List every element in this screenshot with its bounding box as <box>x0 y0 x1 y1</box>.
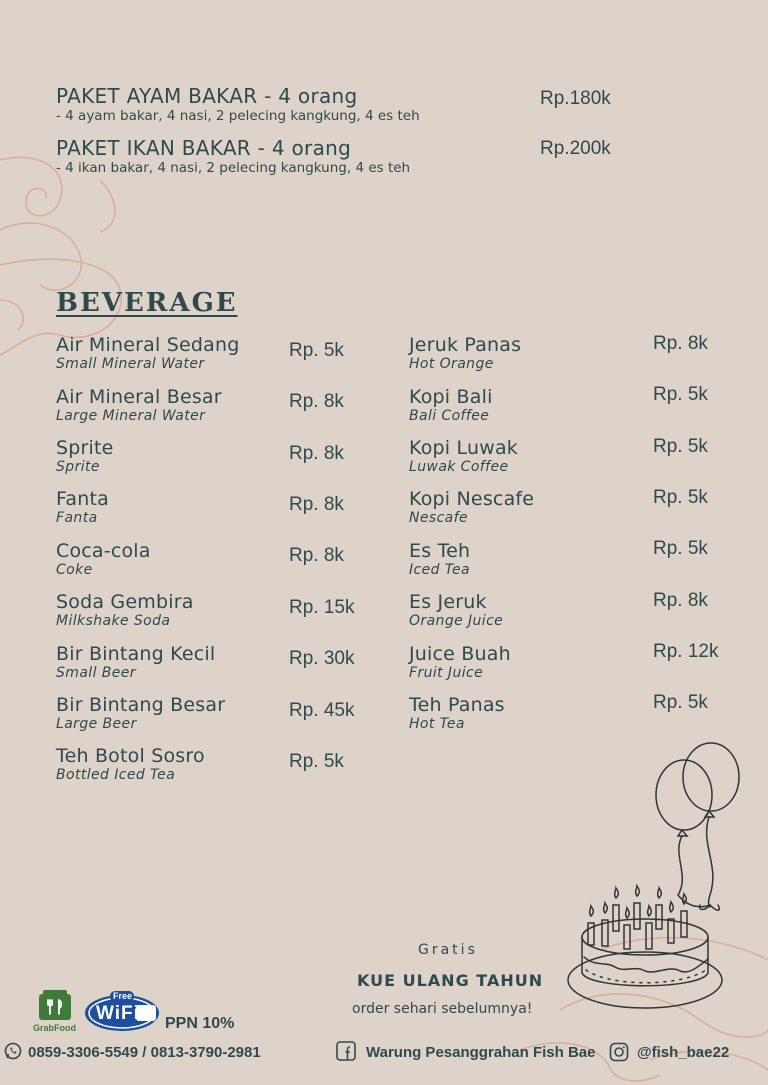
menu-item <box>56 591 194 630</box>
menu-item-subtitle: Bottled Iced Tea <box>56 767 176 783</box>
instagram-handle: @fish_bae22 <box>637 1044 730 1061</box>
menu-item-price: Rp. 5k <box>653 692 708 713</box>
menu-item-name: Jeruk Panas <box>409 334 522 356</box>
menu-item <box>56 386 222 425</box>
menu-item-subtitle: Large Mineral Water <box>56 408 206 424</box>
menu-item-price: Rp. 5k <box>653 538 708 559</box>
menu-item-name: Es Jeruk <box>409 591 487 613</box>
menu-item-subtitle: Orange Juice <box>409 613 504 629</box>
wifi-badge <box>84 990 160 1032</box>
menu-item-name: Kopi Nescafe <box>409 488 535 510</box>
wifi-free-label: Free <box>113 991 133 1001</box>
menu-item-price: Rp. 45k <box>289 700 355 721</box>
menu-item-name: Teh Botol Sosro <box>56 745 205 767</box>
menu-item-price: Rp. 5k <box>289 751 344 772</box>
menu-item-price: Rp. 5k <box>653 436 708 457</box>
menu-item-subtitle: Sprite <box>56 459 100 475</box>
section-title-beverage: BEVERAGE <box>56 288 238 318</box>
menu-item-subtitle: Hot Orange <box>409 356 494 372</box>
menu-item-price: Rp. 5k <box>653 487 708 508</box>
menu-item-price: Rp. 8k <box>289 391 344 412</box>
menu-item-name: Coca-cola <box>56 540 151 562</box>
menu-item-subtitle: Fanta <box>56 510 98 526</box>
menu-item-subtitle: Small Mineral Water <box>56 356 205 372</box>
menu-item-price: Rp. 8k <box>653 590 708 611</box>
birthday-cake-illustration <box>560 735 750 1015</box>
menu-item-name: Kopi Luwak <box>409 437 518 459</box>
menu-item-name: Soda Gembira <box>56 591 194 613</box>
menu-item-subtitle: Milkshake Soda <box>56 613 171 629</box>
phone-numbers: 0859-3306-5549 / 0813-3790-2981 <box>28 1044 261 1061</box>
menu-item-name: Bir Bintang Kecil <box>56 643 216 665</box>
promo-gratis: Gratis <box>418 942 478 958</box>
menu-item-price: Rp. 8k <box>289 443 344 464</box>
menu-item <box>56 488 109 527</box>
facebook-icon <box>336 1041 356 1061</box>
menu-item-price: Rp. 12k <box>653 641 719 662</box>
menu-item-subtitle: Luwak Coffee <box>409 459 509 475</box>
menu-item-name: Fanta <box>56 488 109 510</box>
menu-item-subtitle: Fruit Juice <box>409 665 484 681</box>
menu-item <box>56 643 215 682</box>
menu-item-name: Es Teh <box>409 540 471 562</box>
menu-item-price: Rp. 8k <box>653 333 708 354</box>
menu-item-name: Air Mineral Sedang <box>56 334 240 356</box>
package-name: PAKET IKAN BAKAR - 4 orang <box>56 136 352 160</box>
menu-item-subtitle: Small Beer <box>56 665 136 681</box>
menu-item-price: Rp. 30k <box>289 648 355 669</box>
menu-item <box>409 694 505 733</box>
menu-item-name: Sprite <box>56 437 114 459</box>
menu-item-price: Rp. 8k <box>289 545 344 566</box>
menu-item <box>409 488 534 527</box>
menu-item <box>56 694 225 733</box>
menu-item-subtitle: Nescafe <box>409 510 468 526</box>
promo-note: order sehari sebelumnya! <box>352 1001 533 1017</box>
menu-item-price: Rp. 15k <box>289 597 355 618</box>
menu-item-price: Rp. 5k <box>653 384 708 405</box>
menu-item-subtitle: Coke <box>56 562 93 578</box>
menu-item-name: Bir Bintang Besar <box>56 694 226 716</box>
menu-item-subtitle: Iced Tea <box>409 562 470 578</box>
menu-item-price: Rp. 5k <box>289 340 344 361</box>
menu-item-name: Juice Buah <box>409 643 511 665</box>
menu-item <box>409 643 511 682</box>
ppn-label: PPN 10% <box>165 1015 235 1032</box>
grabfood-label: GrabFood <box>33 1023 76 1033</box>
menu-item-subtitle: Large Beer <box>56 716 137 732</box>
package-item <box>56 84 420 124</box>
menu-item-name: Teh Panas <box>409 694 505 716</box>
menu-item-subtitle: Hot Tea <box>409 716 465 732</box>
menu-item <box>56 334 239 373</box>
package-description: - 4 ikan bakar, 4 nasi, 2 pelecing kangkung, 4 es teh <box>56 160 411 176</box>
menu-item <box>56 540 151 579</box>
grabfood-badge <box>33 988 77 1036</box>
menu-item <box>409 591 503 630</box>
menu-item <box>409 334 521 373</box>
package-description: - 4 ayam bakar, 4 nasi, 2 pelecing kangkung, 4 es teh <box>56 108 420 124</box>
menu-item <box>56 745 205 784</box>
menu-item-name: Air Mineral Besar <box>56 386 222 408</box>
wifi-label: WiFi <box>96 1003 140 1024</box>
instagram-icon <box>609 1042 629 1062</box>
menu-item-name: Kopi Bali <box>409 386 493 408</box>
menu-item <box>409 540 470 579</box>
package-price: Rp.180k <box>540 88 611 109</box>
menu-item-price: Rp. 8k <box>289 494 344 515</box>
menu-item <box>409 437 518 476</box>
package-price: Rp.200k <box>540 138 611 159</box>
package-name: PAKET AYAM BAKAR - 4 orang <box>56 84 358 108</box>
menu-item <box>409 386 493 425</box>
package-item <box>56 136 410 176</box>
promo-title: KUE ULANG TAHUN <box>357 971 544 990</box>
facebook-page: Warung Pesanggrahan Fish Bae <box>366 1044 596 1061</box>
menu-item <box>56 437 114 476</box>
whatsapp-icon <box>4 1042 22 1060</box>
menu-item-subtitle: Bali Coffee <box>409 408 490 424</box>
